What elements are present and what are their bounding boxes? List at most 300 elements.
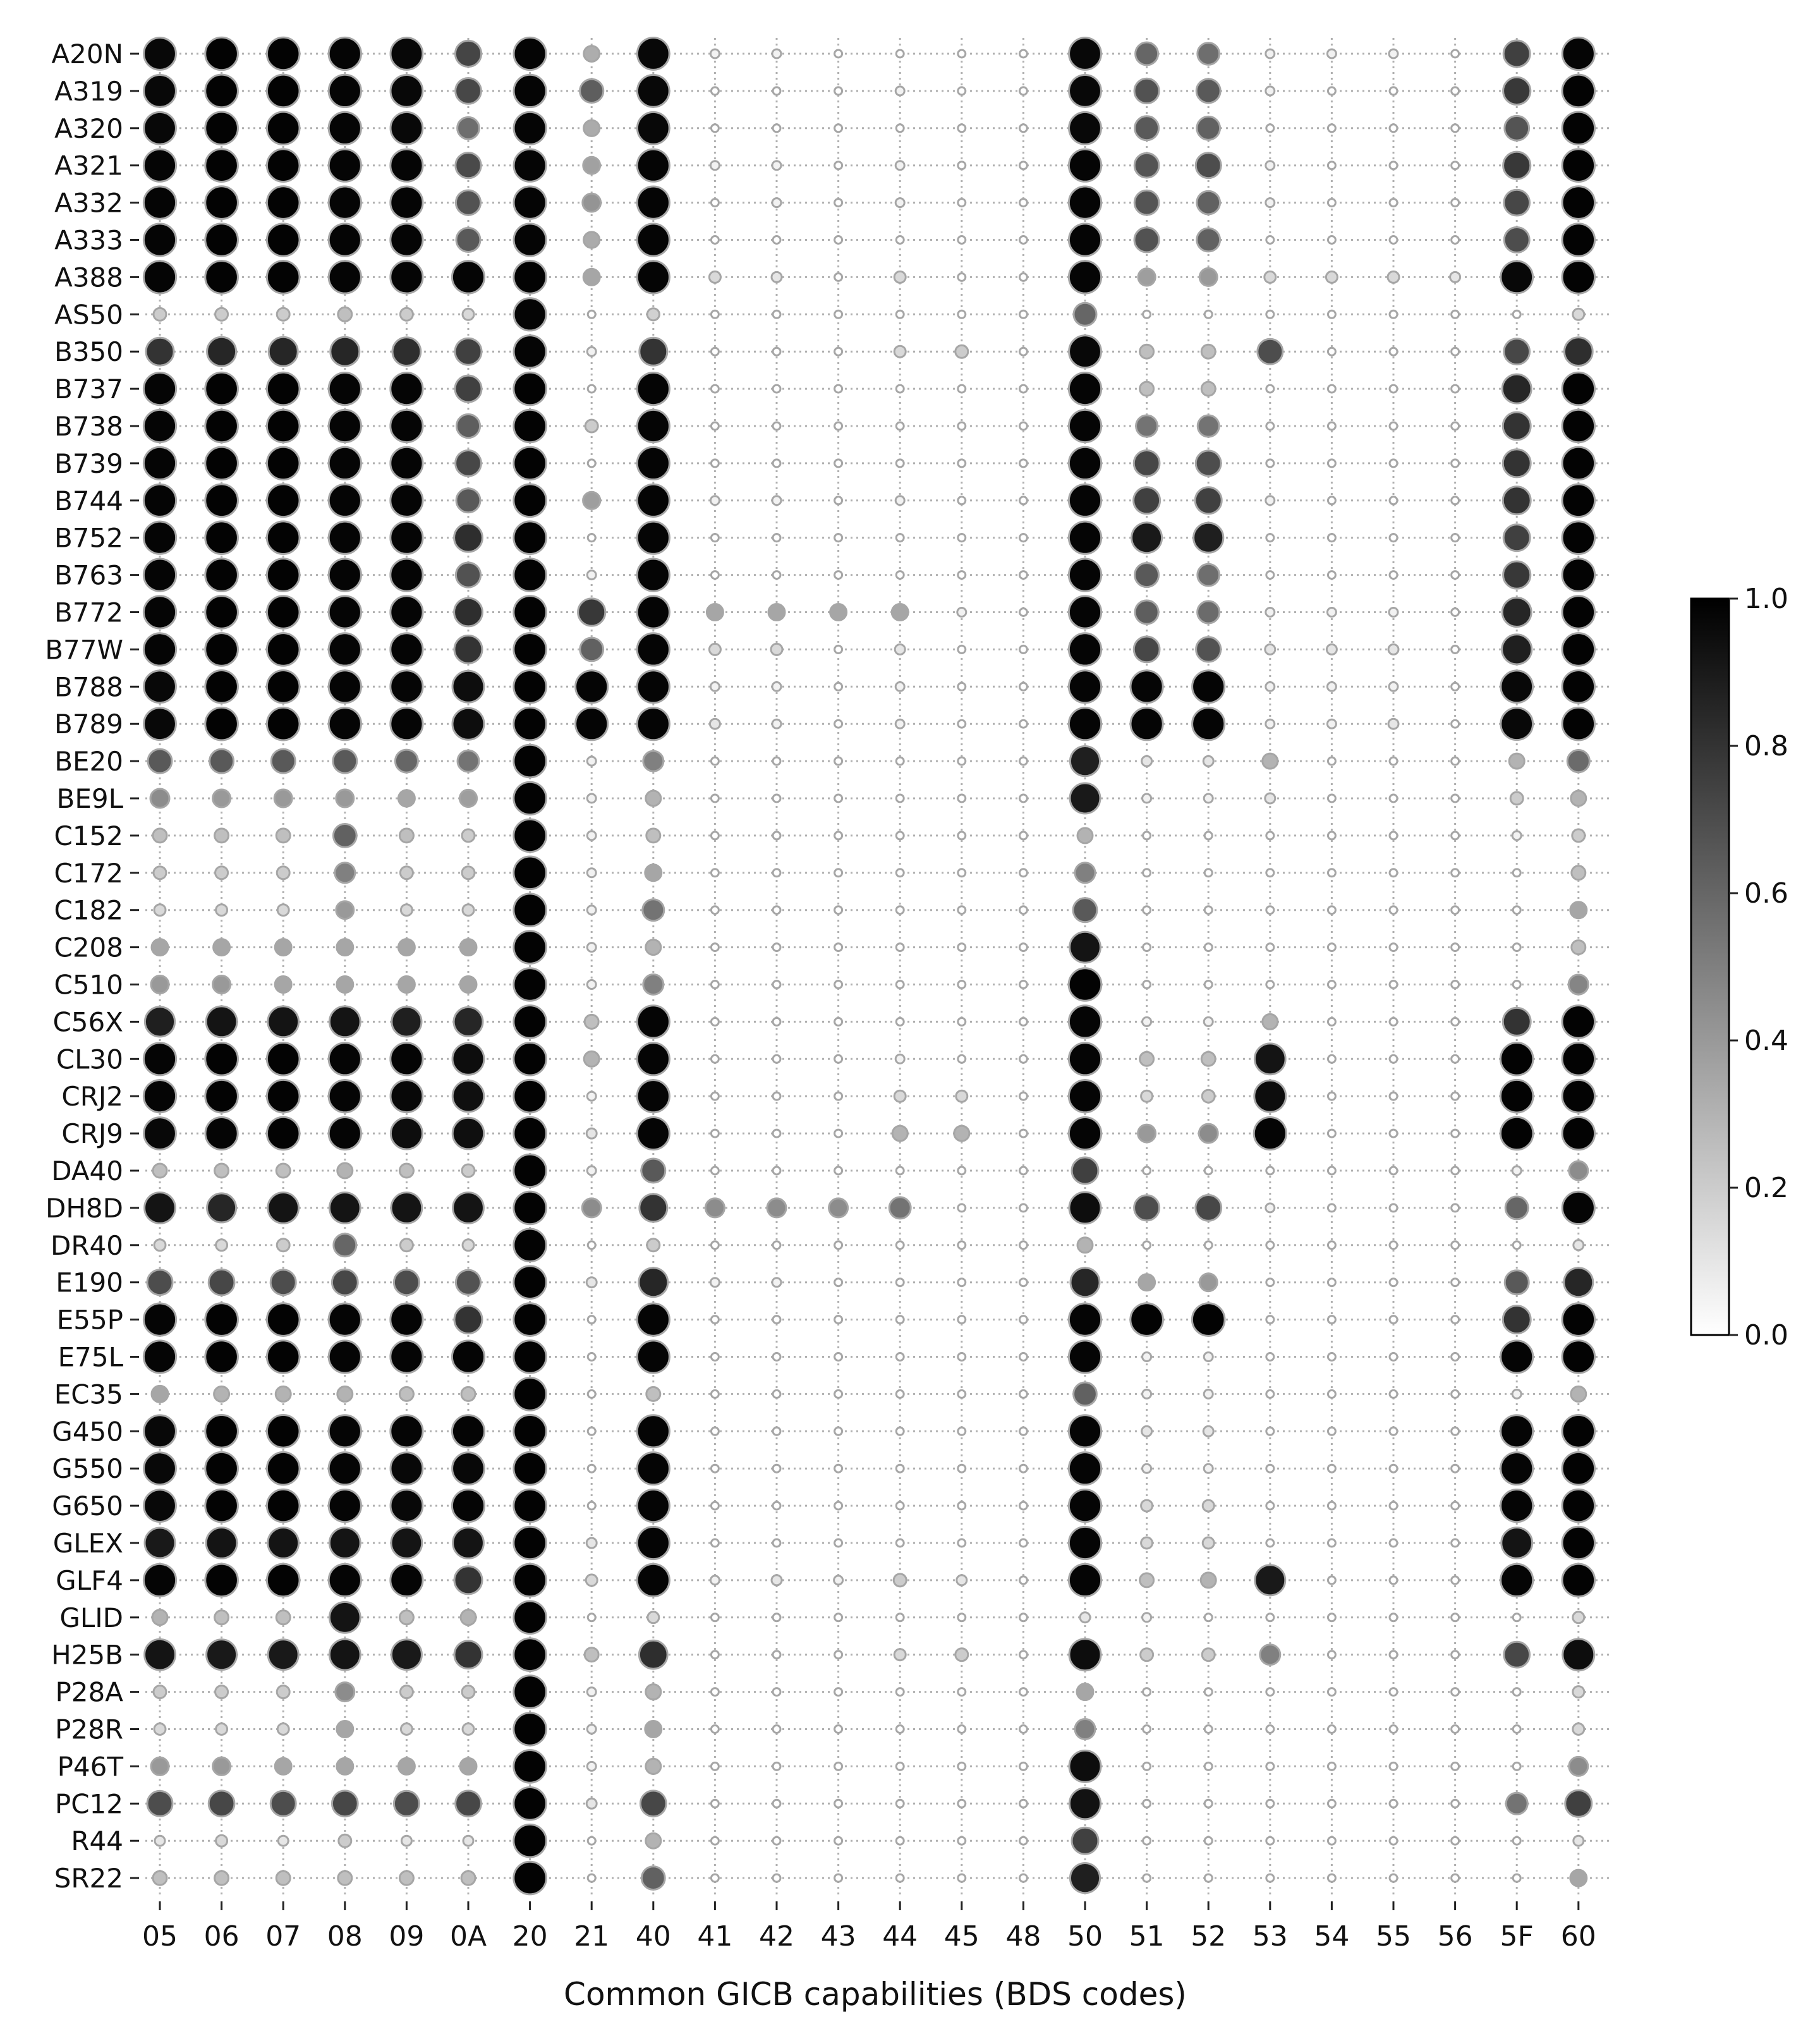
point-A320-09: [391, 112, 423, 144]
point-BE9L-56: [1452, 795, 1459, 802]
point-AS50-51: [1143, 310, 1151, 318]
point-DA40-52: [1204, 1167, 1212, 1174]
point-EC35-05: [152, 1386, 168, 1402]
point-BE9L-53: [1265, 793, 1275, 803]
point-A388-53: [1265, 271, 1276, 283]
point-CL30-53: [1254, 1044, 1285, 1075]
point-CRJ9-48: [1019, 1130, 1027, 1137]
point-SR22-50: [1070, 1863, 1100, 1893]
point-C56X-20: [514, 1006, 547, 1039]
point-B77W-05: [143, 633, 176, 666]
point-C182-41: [711, 906, 719, 914]
point-C152-53: [1266, 832, 1274, 839]
point-R44-21: [588, 1837, 595, 1844]
point-GLF4-21: [586, 1575, 597, 1586]
point-B77W-56: [1452, 645, 1459, 653]
point-E55P-40: [637, 1303, 669, 1336]
point-E190-09: [394, 1270, 419, 1295]
point-GLF4-08: [329, 1564, 361, 1596]
point-B739-56: [1452, 460, 1459, 467]
point-H25B-05: [145, 1639, 176, 1670]
point-P46T-40: [646, 1759, 661, 1774]
point-PC12-55: [1390, 1800, 1397, 1807]
x-tick-label-51: 51: [1129, 1920, 1165, 1953]
point-C152-08: [333, 824, 356, 848]
point-B77W-48: [1019, 645, 1027, 653]
point-B744-0A: [456, 489, 480, 513]
point-AS50-56: [1452, 310, 1459, 318]
point-C182-45: [958, 906, 966, 914]
point-E75L-0A: [452, 1341, 484, 1373]
point-A321-05: [143, 149, 176, 181]
y-tick-label-PC12: PC12: [54, 1788, 123, 1820]
point-CRJ9-55: [1390, 1130, 1397, 1137]
point-A321-50: [1069, 149, 1101, 181]
point-A332-42: [772, 198, 781, 207]
point-BE20-48: [1019, 757, 1027, 765]
point-C182-5F: [1513, 906, 1520, 914]
point-GLID-05: [152, 1610, 167, 1625]
point-B350-45: [956, 345, 968, 358]
point-C208-5F: [1513, 944, 1520, 951]
point-C172-53: [1266, 869, 1274, 877]
point-C172-45: [958, 869, 966, 877]
point-GLID-42: [773, 1614, 780, 1621]
point-R44-06: [216, 1835, 228, 1846]
point-A321-53: [1266, 161, 1275, 170]
point-B737-45: [958, 385, 966, 393]
point-C172-07: [277, 867, 289, 879]
point-H25B-56: [1452, 1651, 1459, 1659]
point-B788-45: [958, 683, 966, 690]
point-G450-06: [205, 1415, 238, 1448]
point-B744-20: [514, 484, 547, 517]
point-P28R-05: [154, 1724, 166, 1735]
point-DR40-5F: [1513, 1241, 1520, 1249]
point-BE9L-54: [1328, 795, 1335, 802]
point-C182-06: [216, 905, 228, 916]
point-G450-09: [391, 1415, 423, 1448]
point-P28A-43: [835, 1688, 842, 1696]
point-B744-60: [1562, 484, 1595, 517]
point-C510-05: [151, 976, 169, 994]
point-B788-09: [391, 671, 423, 703]
point-B350-48: [1019, 348, 1027, 355]
point-B737-41: [711, 385, 719, 393]
point-GLID-44: [896, 1614, 904, 1621]
point-G650-43: [835, 1502, 842, 1509]
point-CRJ9-05: [144, 1118, 176, 1150]
point-A388-56: [1450, 272, 1460, 282]
point-CRJ2-50: [1069, 1080, 1101, 1112]
point-C172-0A: [462, 867, 475, 879]
point-DH8D-40: [640, 1194, 667, 1222]
point-A332-09: [391, 186, 423, 219]
point-SR22-07: [276, 1871, 290, 1885]
point-C510-50: [1069, 968, 1101, 1001]
point-SR22-20: [514, 1862, 547, 1894]
point-E55P-60: [1562, 1303, 1595, 1336]
point-E55P-54: [1328, 1316, 1335, 1324]
point-B789-52: [1192, 708, 1225, 740]
point-SR22-48: [1019, 1874, 1027, 1882]
point-CL30-52: [1201, 1052, 1215, 1066]
point-B789-51: [1131, 708, 1163, 740]
point-B744-50: [1069, 484, 1101, 516]
point-A321-45: [958, 162, 966, 169]
point-BE9L-51: [1143, 794, 1151, 803]
point-P28R-56: [1452, 1726, 1459, 1733]
point-B763-09: [391, 559, 423, 591]
x-tick-label-09: 09: [389, 1920, 425, 1953]
point-EC35-55: [1390, 1390, 1397, 1398]
point-DR40-51: [1143, 1241, 1151, 1249]
point-P28A-56: [1452, 1688, 1459, 1696]
point-A319-43: [835, 87, 842, 95]
point-H25B-5F: [1504, 1642, 1530, 1667]
point-E75L-51: [1143, 1353, 1151, 1362]
point-B77W-42: [771, 643, 782, 655]
point-B772-56: [1452, 609, 1459, 616]
point-C56X-50: [1069, 1006, 1101, 1038]
point-G650-41: [711, 1502, 719, 1509]
point-B763-40: [637, 559, 669, 591]
point-B752-45: [958, 534, 966, 542]
point-A321-5F: [1503, 152, 1531, 179]
x-tick-label-21: 21: [574, 1920, 610, 1953]
point-DA40-20: [514, 1154, 547, 1187]
point-P28A-0A: [462, 1686, 475, 1698]
point-B763-51: [1135, 563, 1159, 587]
point-CL30-05: [143, 1043, 176, 1075]
point-DA40-55: [1390, 1167, 1397, 1174]
point-GLID-06: [215, 1611, 229, 1625]
point-B763-07: [267, 559, 300, 592]
point-B789-53: [1266, 719, 1275, 728]
point-B744-41: [710, 496, 719, 505]
point-A388-41: [709, 271, 720, 283]
point-C208-43: [835, 944, 842, 951]
point-EC35-44: [896, 1390, 904, 1398]
point-A321-54: [1328, 162, 1335, 169]
point-B772-44: [892, 604, 908, 621]
point-B738-45: [958, 422, 966, 430]
point-B77W-20: [514, 633, 547, 666]
point-B744-48: [1019, 497, 1027, 504]
point-G550-08: [329, 1453, 361, 1485]
point-GLF4-53: [1255, 1565, 1285, 1595]
point-B77W-50: [1069, 633, 1101, 666]
point-B738-42: [773, 422, 780, 430]
point-A321-06: [205, 149, 238, 182]
point-GLEX-51: [1141, 1537, 1153, 1549]
point-DH8D-41: [705, 1198, 724, 1217]
point-C208-54: [1328, 944, 1335, 951]
point-CL30-20: [514, 1043, 547, 1076]
point-G450-56: [1452, 1427, 1459, 1435]
point-B350-40: [640, 338, 667, 365]
point-B744-05: [143, 484, 176, 516]
point-B772-21: [578, 599, 605, 626]
point-PC12-0A: [456, 1791, 482, 1817]
point-CRJ9-42: [773, 1130, 780, 1137]
point-B737-60: [1562, 372, 1595, 405]
point-A20N-53: [1266, 49, 1275, 58]
point-CRJ9-08: [329, 1118, 361, 1150]
point-B738-0A: [456, 414, 480, 437]
point-CL30-5F: [1500, 1043, 1533, 1076]
point-CRJ9-5F: [1500, 1117, 1533, 1150]
point-CRJ9-0A: [452, 1118, 484, 1149]
point-R44-51: [1143, 1837, 1151, 1844]
y-tick-label-A332: A332: [54, 187, 123, 219]
point-R44-40: [646, 1833, 661, 1848]
point-GLID-07: [276, 1611, 290, 1625]
point-B763-20: [514, 559, 547, 592]
point-C152-40: [646, 829, 660, 843]
colorbar-ticks: [1729, 583, 1788, 1351]
point-B772-52: [1198, 601, 1220, 623]
y-tick-label-C182: C182: [54, 894, 123, 926]
point-C56X-42: [773, 1018, 780, 1025]
point-A320-21: [584, 120, 600, 136]
x-tick-label-54: 54: [1314, 1920, 1350, 1953]
point-PC12-20: [514, 1788, 547, 1820]
point-P28R-06: [216, 1724, 228, 1735]
point-B772-53: [1266, 608, 1275, 617]
colorbar-tick-label-0.8: 0.8: [1744, 730, 1788, 762]
point-C510-42: [773, 981, 780, 989]
point-C56X-53: [1263, 1014, 1278, 1029]
y-tick-label-BE20: BE20: [54, 746, 123, 777]
point-AS50-07: [277, 308, 289, 320]
point-CL30-08: [329, 1043, 361, 1075]
point-AS50-09: [400, 308, 413, 320]
point-H25B-53: [1260, 1645, 1280, 1665]
point-C56X-08: [329, 1006, 360, 1037]
point-A20N-45: [958, 50, 966, 58]
point-AS50-20: [514, 298, 546, 331]
point-B737-44: [896, 385, 904, 393]
point-CRJ2-42: [773, 1092, 780, 1100]
point-BE9L-45: [958, 795, 966, 802]
point-DH8D-05: [145, 1193, 176, 1224]
point-B788-40: [637, 671, 669, 703]
y-tick-label-AS50: AS50: [54, 299, 123, 331]
point-C172-08: [335, 863, 355, 883]
point-A20N-60: [1562, 37, 1594, 70]
point-E55P-52: [1192, 1303, 1225, 1336]
point-CRJ2-52: [1202, 1090, 1215, 1102]
point-DH8D-51: [1134, 1195, 1160, 1221]
colorbar-tick-label-0.0: 0.0: [1744, 1319, 1788, 1351]
point-SR22-08: [338, 1871, 352, 1885]
point-A320-42: [773, 125, 780, 132]
point-A321-21: [583, 157, 600, 174]
x-tick-label-48: 48: [1005, 1920, 1041, 1953]
point-A333-48: [1019, 236, 1027, 244]
point-B788-05: [144, 671, 176, 703]
point-DH8D-08: [329, 1193, 360, 1224]
y-tick-label-P28R: P28R: [55, 1714, 123, 1745]
point-G650-50: [1069, 1490, 1101, 1522]
point-G650-40: [637, 1490, 669, 1522]
point-G550-20: [514, 1452, 547, 1485]
point-E75L-60: [1562, 1341, 1595, 1374]
point-G650-21: [588, 1502, 595, 1509]
x-tick-label-52: 52: [1191, 1920, 1227, 1953]
point-G550-5F: [1501, 1453, 1533, 1485]
point-BE20-08: [333, 749, 357, 773]
point-A388-08: [329, 261, 361, 293]
point-GLID-09: [399, 1611, 413, 1625]
y-tick-label-SR22: SR22: [54, 1863, 123, 1894]
point-E75L-41: [711, 1353, 719, 1361]
point-P28R-60: [1573, 1724, 1584, 1735]
point-P46T-08: [337, 1758, 353, 1774]
point-C208-50: [1070, 932, 1101, 963]
point-CL30-43: [835, 1055, 842, 1063]
point-A321-42: [772, 161, 781, 170]
point-B77W-51: [1134, 637, 1160, 662]
point-G450-54: [1328, 1427, 1335, 1435]
point-C208-53: [1266, 944, 1274, 951]
point-E55P-21: [588, 1316, 595, 1324]
point-B77W-21: [580, 638, 604, 661]
point-E190-40: [639, 1268, 668, 1297]
point-G550-45: [958, 1465, 966, 1472]
point-R44-5F: [1513, 1837, 1520, 1844]
point-CL30-09: [391, 1043, 423, 1075]
point-B788-07: [267, 671, 300, 704]
point-C208-42: [773, 944, 780, 951]
point-B350-60: [1564, 338, 1592, 366]
point-P28A-41: [711, 1688, 719, 1696]
point-A319-53: [1266, 87, 1275, 95]
point-CRJ9-52: [1199, 1124, 1218, 1143]
point-B744-53: [1266, 496, 1275, 505]
point-A320-05: [144, 112, 176, 144]
point-A20N-56: [1452, 50, 1459, 58]
point-B350-44: [894, 346, 906, 357]
point-B763-05: [143, 559, 176, 591]
point-GLEX-09: [391, 1528, 422, 1559]
point-B744-51: [1134, 487, 1160, 514]
point-R44-08: [339, 1834, 351, 1847]
point-B350-0A: [455, 338, 482, 365]
point-G550-40: [637, 1453, 669, 1485]
point-B788-54: [1327, 682, 1336, 691]
point-BE9L-40: [646, 791, 661, 806]
point-CL30-48: [1019, 1055, 1027, 1063]
point-A320-52: [1197, 116, 1220, 140]
point-P28R-53: [1266, 1726, 1274, 1733]
point-A320-54: [1328, 125, 1335, 132]
point-C208-20: [514, 931, 547, 964]
point-BE20-06: [210, 749, 234, 773]
point-B737-56: [1452, 385, 1459, 393]
point-GLF4-43: [834, 1576, 843, 1585]
point-B350-54: [1328, 348, 1335, 355]
point-G650-20: [514, 1489, 547, 1522]
point-DA40-48: [1019, 1167, 1027, 1174]
point-C510-06: [213, 976, 231, 994]
point-A332-54: [1328, 199, 1335, 207]
point-B772-06: [205, 596, 238, 629]
point-E75L-40: [637, 1341, 669, 1373]
point-P28R-48: [1019, 1726, 1027, 1733]
point-G450-41: [711, 1427, 719, 1435]
point-B772-05: [143, 596, 176, 628]
point-C182-43: [835, 906, 842, 914]
point-A320-56: [1452, 125, 1459, 132]
point-BE20-55: [1390, 757, 1397, 765]
point-P46T-42: [773, 1762, 780, 1770]
point-GLF4-44: [894, 1574, 906, 1587]
point-B739-44: [896, 460, 904, 467]
point-E190-54: [1328, 1279, 1335, 1286]
point-C208-52: [1204, 944, 1212, 951]
point-G550-48: [1019, 1465, 1027, 1472]
y-tick-label-B350: B350: [54, 336, 123, 368]
point-C152-05: [153, 829, 167, 843]
point-B772-45: [957, 608, 966, 617]
point-B788-55: [1389, 682, 1398, 691]
point-B763-52: [1198, 564, 1220, 586]
point-SR22-52: [1204, 1874, 1212, 1882]
point-GLF4-60: [1562, 1564, 1595, 1597]
point-P28A-42: [773, 1688, 780, 1696]
colorbar: [1691, 583, 1788, 1351]
point-CRJ2-55: [1390, 1092, 1397, 1100]
point-DR40-50: [1077, 1238, 1093, 1253]
point-BE9L-5F: [1510, 792, 1523, 805]
point-B350-51: [1140, 344, 1154, 358]
point-B772-20: [514, 596, 547, 629]
point-B350-09: [392, 338, 421, 366]
point-C208-0A: [460, 939, 476, 956]
point-PC12-54: [1328, 1800, 1335, 1807]
point-C182-56: [1452, 906, 1459, 914]
point-C510-45: [958, 981, 966, 989]
point-A388-42: [772, 272, 782, 282]
point-G550-53: [1266, 1465, 1274, 1472]
point-B789-45: [958, 720, 966, 728]
y-tick-label-E190: E190: [56, 1267, 123, 1298]
point-E55P-56: [1452, 1316, 1459, 1324]
point-A319-51: [1134, 78, 1159, 103]
point-A321-20: [514, 149, 546, 181]
point-A333-07: [267, 224, 300, 257]
point-P46T-55: [1390, 1762, 1397, 1770]
point-CRJ2-45: [956, 1090, 968, 1102]
point-B739-53: [1266, 460, 1274, 467]
point-EC35-41: [711, 1390, 719, 1398]
point-A332-43: [835, 199, 842, 207]
point-B772-07: [267, 596, 300, 629]
point-B772-41: [707, 604, 723, 621]
point-C152-42: [773, 832, 780, 839]
point-C152-48: [1019, 832, 1027, 839]
colorbar-tick-label-1.0: 1.0: [1744, 583, 1788, 615]
point-GLID-60: [1573, 1612, 1584, 1623]
y-tick-label-B744: B744: [54, 485, 123, 516]
y-tick-label-C152: C152: [54, 820, 123, 851]
point-DR40-60: [1574, 1240, 1584, 1250]
point-H25B-48: [1019, 1651, 1027, 1659]
point-CRJ9-07: [267, 1117, 300, 1150]
point-GLID-51: [1143, 1613, 1151, 1622]
